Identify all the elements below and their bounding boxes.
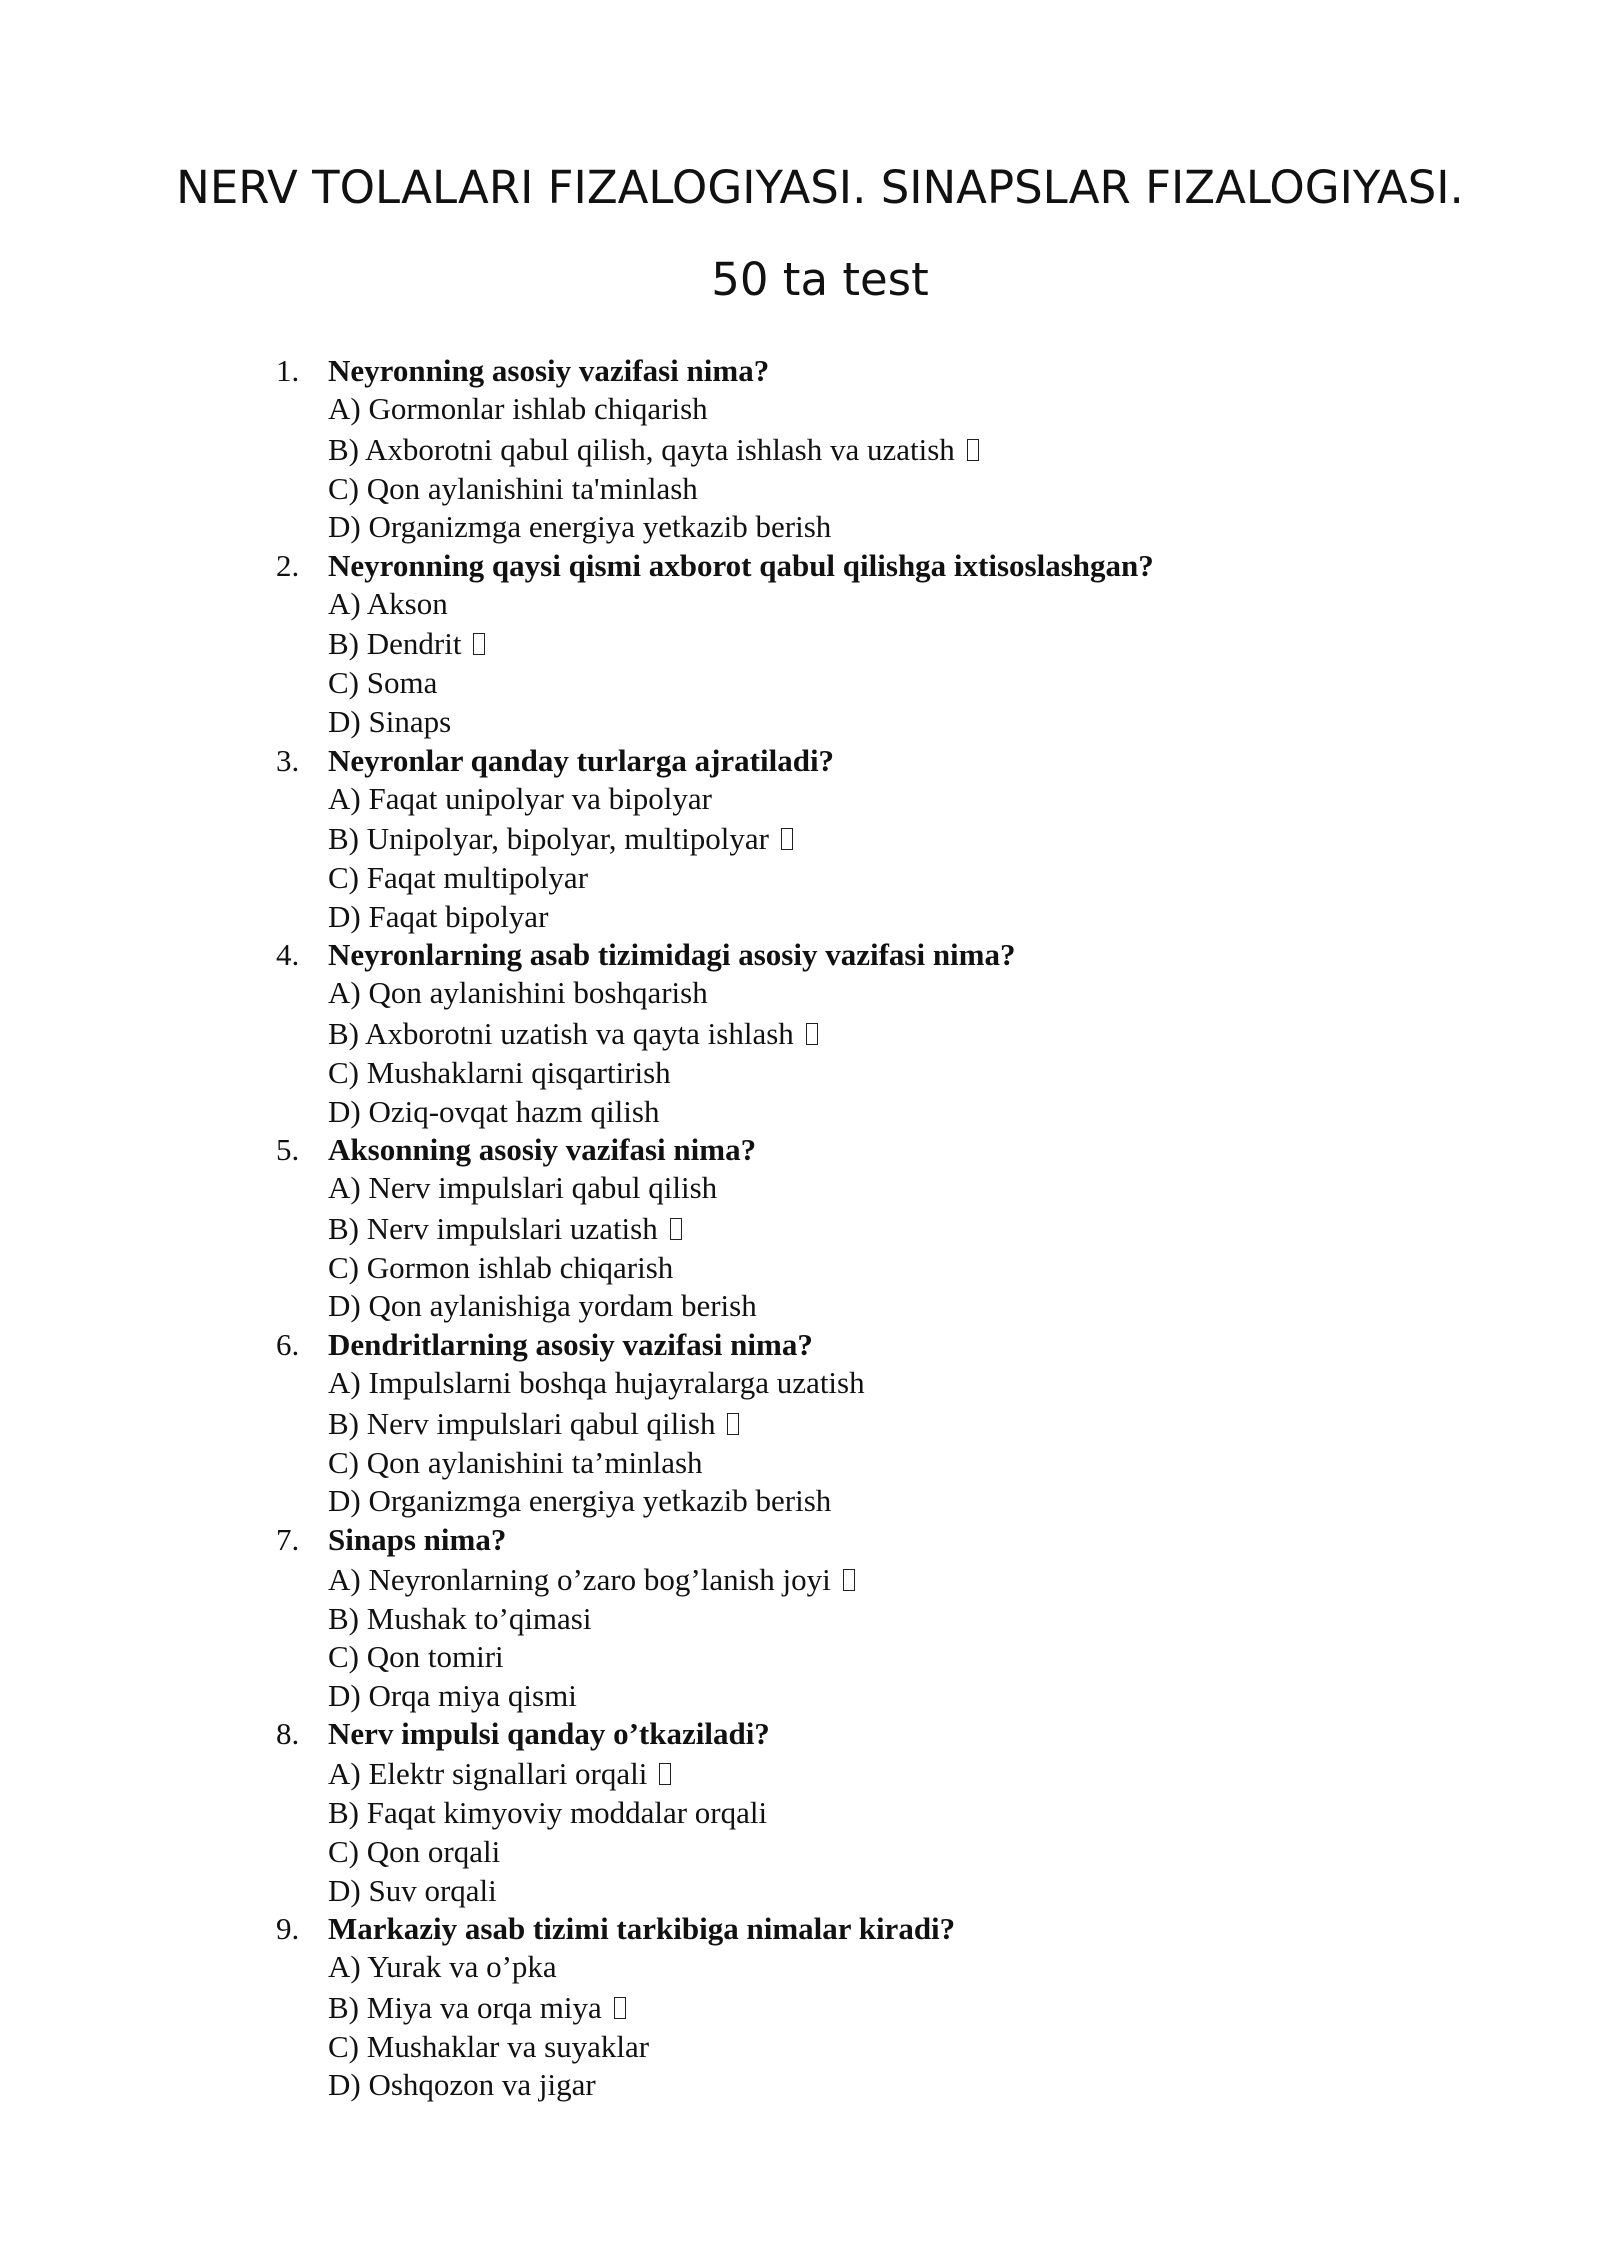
question-text: Neyronlarning asab tizimidagi asosiy vazifasi nima? bbox=[328, 937, 1016, 973]
correct-answer-mark-icon bbox=[473, 633, 485, 655]
correct-answer-mark-icon bbox=[806, 1023, 818, 1045]
answer-option-label: D) Oshqozon va jigar bbox=[328, 2067, 596, 2103]
answer-option bbox=[328, 1444, 1600, 1483]
question-number: 4. bbox=[276, 937, 300, 973]
question-item bbox=[0, 1910, 1600, 2105]
answer-option-label: D) Suv orqali bbox=[328, 1872, 497, 1908]
answer-options bbox=[328, 1364, 1600, 1521]
question-number: 3. bbox=[276, 742, 300, 778]
answer-option-label: B) Nerv impulslari qabul qilish bbox=[328, 1405, 716, 1441]
answer-option bbox=[328, 1677, 1600, 1716]
answer-option-label: B) Dendrit bbox=[328, 626, 462, 662]
answer-option bbox=[328, 1169, 1600, 1208]
answer-options bbox=[328, 1169, 1600, 1326]
question-text: Neyronlar qanday turlarga ajratiladi? bbox=[328, 742, 835, 778]
question-number: 6. bbox=[276, 1326, 300, 1362]
answer-option bbox=[328, 1872, 1600, 1911]
question-text: Aksonning asosiy vazifasi nima? bbox=[328, 1132, 757, 1168]
answer-option bbox=[328, 1287, 1600, 1326]
answer-options bbox=[328, 1948, 1600, 2105]
answer-option-label: D) Oziq-ovqat hazm qilish bbox=[328, 1093, 660, 1129]
answer-option bbox=[328, 1753, 1600, 1794]
answer-option-label: B) Mushak to’qimasi bbox=[328, 1600, 592, 1636]
question-item bbox=[0, 1326, 1600, 1521]
answer-option-label: C) Qon tomiri bbox=[328, 1639, 504, 1675]
answer-option bbox=[328, 1093, 1600, 1132]
answer-option-label: A) Akson bbox=[328, 585, 448, 621]
correct-answer-mark-icon bbox=[727, 1413, 739, 1435]
answer-option-label: C) Gormon ishlab chiqarish bbox=[328, 1249, 674, 1285]
correct-answer-mark-icon bbox=[659, 1763, 671, 1785]
answer-option-label: B) Unipolyar, bipolyar, multipolyar bbox=[328, 821, 769, 857]
question-text: Neyronning asosiy vazifasi nima? bbox=[328, 353, 770, 388]
answer-option bbox=[328, 703, 1600, 742]
answer-option bbox=[328, 1208, 1600, 1249]
answer-option bbox=[328, 898, 1600, 937]
answer-options bbox=[328, 585, 1600, 742]
question-item bbox=[0, 547, 1600, 742]
question-number: 7. bbox=[276, 1521, 300, 1557]
question-number: 8. bbox=[276, 1716, 300, 1752]
question-number: 1. bbox=[276, 353, 300, 388]
answer-option-label: B) Axborotni uzatish va qayta ishlash bbox=[328, 1015, 794, 1051]
answer-option bbox=[328, 1987, 1600, 2028]
answer-option bbox=[328, 1559, 1600, 1600]
correct-answer-mark-icon bbox=[781, 828, 793, 850]
question-list bbox=[0, 352, 1600, 2105]
answer-option bbox=[328, 1403, 1600, 1444]
correct-answer-mark-icon bbox=[843, 1569, 855, 1591]
answer-option bbox=[328, 1600, 1600, 1639]
answer-option-label: D) Orqa miya qismi bbox=[328, 1677, 577, 1713]
title-line-1: NERV TOLALARI FIZALOGIYASI. SINAPSLAR FIZALOGIYASI. bbox=[176, 161, 1464, 214]
answer-option-label: C) Mushaklarni qisqartirish bbox=[328, 1054, 671, 1090]
answer-option bbox=[328, 1833, 1600, 1872]
answer-option-label: A) Yurak va o’pka bbox=[328, 1949, 557, 1985]
answer-option-label: D) Organizmga energiya yetkazib berish bbox=[328, 509, 832, 545]
answer-option-label: C) Mushaklar va suyaklar bbox=[328, 2028, 650, 2064]
answer-option-label: B) Axborotni qabul qilish, qayta ishlash va uzatish bbox=[328, 431, 955, 467]
answer-options bbox=[328, 390, 1600, 547]
answer-option bbox=[328, 1054, 1600, 1093]
question-item bbox=[0, 352, 1600, 547]
answer-option-label: C) Soma bbox=[328, 665, 438, 701]
answer-option bbox=[328, 508, 1600, 547]
answer-option bbox=[328, 1249, 1600, 1288]
answer-option bbox=[328, 2066, 1600, 2105]
answer-option-label: A) Nerv impulslari qabul qilish bbox=[328, 1170, 718, 1206]
question-text: Dendritlarning asosiy vazifasi nima? bbox=[328, 1326, 813, 1362]
answer-option bbox=[328, 974, 1600, 1013]
document-title bbox=[120, 150, 1520, 318]
question-number: 2. bbox=[276, 547, 300, 583]
answer-option-label: C) Qon orqali bbox=[328, 1834, 501, 1870]
answer-option-label: D) Sinaps bbox=[328, 703, 452, 739]
question-text: Nerv impulsi qanday o’tkaziladi? bbox=[328, 1716, 770, 1752]
answer-option bbox=[328, 1638, 1600, 1677]
question-item bbox=[0, 1521, 1600, 1716]
answer-option-label: B) Faqat kimyoviy moddalar orqali bbox=[328, 1795, 768, 1831]
correct-answer-mark-icon bbox=[967, 439, 979, 461]
answer-option bbox=[328, 818, 1600, 859]
answer-option-label: B) Miya va orqa miya bbox=[328, 1989, 602, 2025]
question-item bbox=[0, 1715, 1600, 1910]
answer-option-label: A) Elektr signallari orqali bbox=[328, 1756, 648, 1792]
question-item bbox=[0, 1131, 1600, 1326]
answer-option bbox=[328, 1364, 1600, 1403]
answer-option-label: D) Faqat bipolyar bbox=[328, 898, 549, 934]
answer-option bbox=[328, 859, 1600, 898]
question-number: 5. bbox=[276, 1132, 300, 1168]
answer-option-label: A) Faqat unipolyar va bipolyar bbox=[328, 780, 712, 816]
answer-option-label: A) Gormonlar ishlab chiqarish bbox=[328, 391, 708, 426]
question-text: Markaziy asab tizimi tarkibiga nimalar kiradi? bbox=[328, 1911, 956, 1947]
answer-option bbox=[328, 585, 1600, 624]
answer-options bbox=[328, 1753, 1600, 1910]
answer-option-label: A) Qon aylanishini boshqarish bbox=[328, 975, 708, 1011]
answer-option bbox=[328, 623, 1600, 664]
question-number: 9. bbox=[276, 1911, 300, 1947]
answer-option bbox=[328, 1948, 1600, 1987]
title-line-2: 50 ta test bbox=[711, 253, 929, 306]
answer-option-label: D) Organizmga energiya yetkazib berish bbox=[328, 1483, 832, 1519]
answer-option bbox=[328, 664, 1600, 703]
answer-option bbox=[328, 1482, 1600, 1521]
answer-option bbox=[328, 1013, 1600, 1054]
answer-option-label: A) Impulslarni boshqa hujayralarga uzatish bbox=[328, 1364, 865, 1400]
answer-option-label: D) Qon aylanishiga yordam berish bbox=[328, 1288, 757, 1324]
answer-option-label: C) Faqat multipolyar bbox=[328, 860, 589, 896]
answer-option-label: C) Qon aylanishini ta'minlash bbox=[328, 470, 698, 506]
correct-answer-mark-icon bbox=[614, 1997, 626, 2019]
answer-option-label: A) Neyronlarning o’zaro bog’lanish joyi bbox=[328, 1561, 831, 1597]
question-text: Neyronning qaysi qismi axborot qabul qilishga ixtisoslashgan? bbox=[328, 547, 1154, 583]
correct-answer-mark-icon bbox=[670, 1218, 682, 1240]
answer-option bbox=[328, 390, 1600, 429]
answer-options bbox=[328, 780, 1600, 937]
answer-option-label: B) Nerv impulslari uzatish bbox=[328, 1210, 658, 1246]
answer-option bbox=[328, 470, 1600, 509]
question-item bbox=[0, 742, 1600, 937]
answer-option bbox=[328, 780, 1600, 819]
answer-options bbox=[328, 1559, 1600, 1716]
answer-option bbox=[328, 429, 1600, 470]
answer-option bbox=[328, 2028, 1600, 2067]
answer-option-label: C) Qon aylanishini ta’minlash bbox=[328, 1444, 703, 1480]
answer-options bbox=[328, 974, 1600, 1131]
answer-option bbox=[328, 1794, 1600, 1833]
question-item bbox=[0, 936, 1600, 1131]
question-text: Sinaps nima? bbox=[328, 1521, 507, 1557]
